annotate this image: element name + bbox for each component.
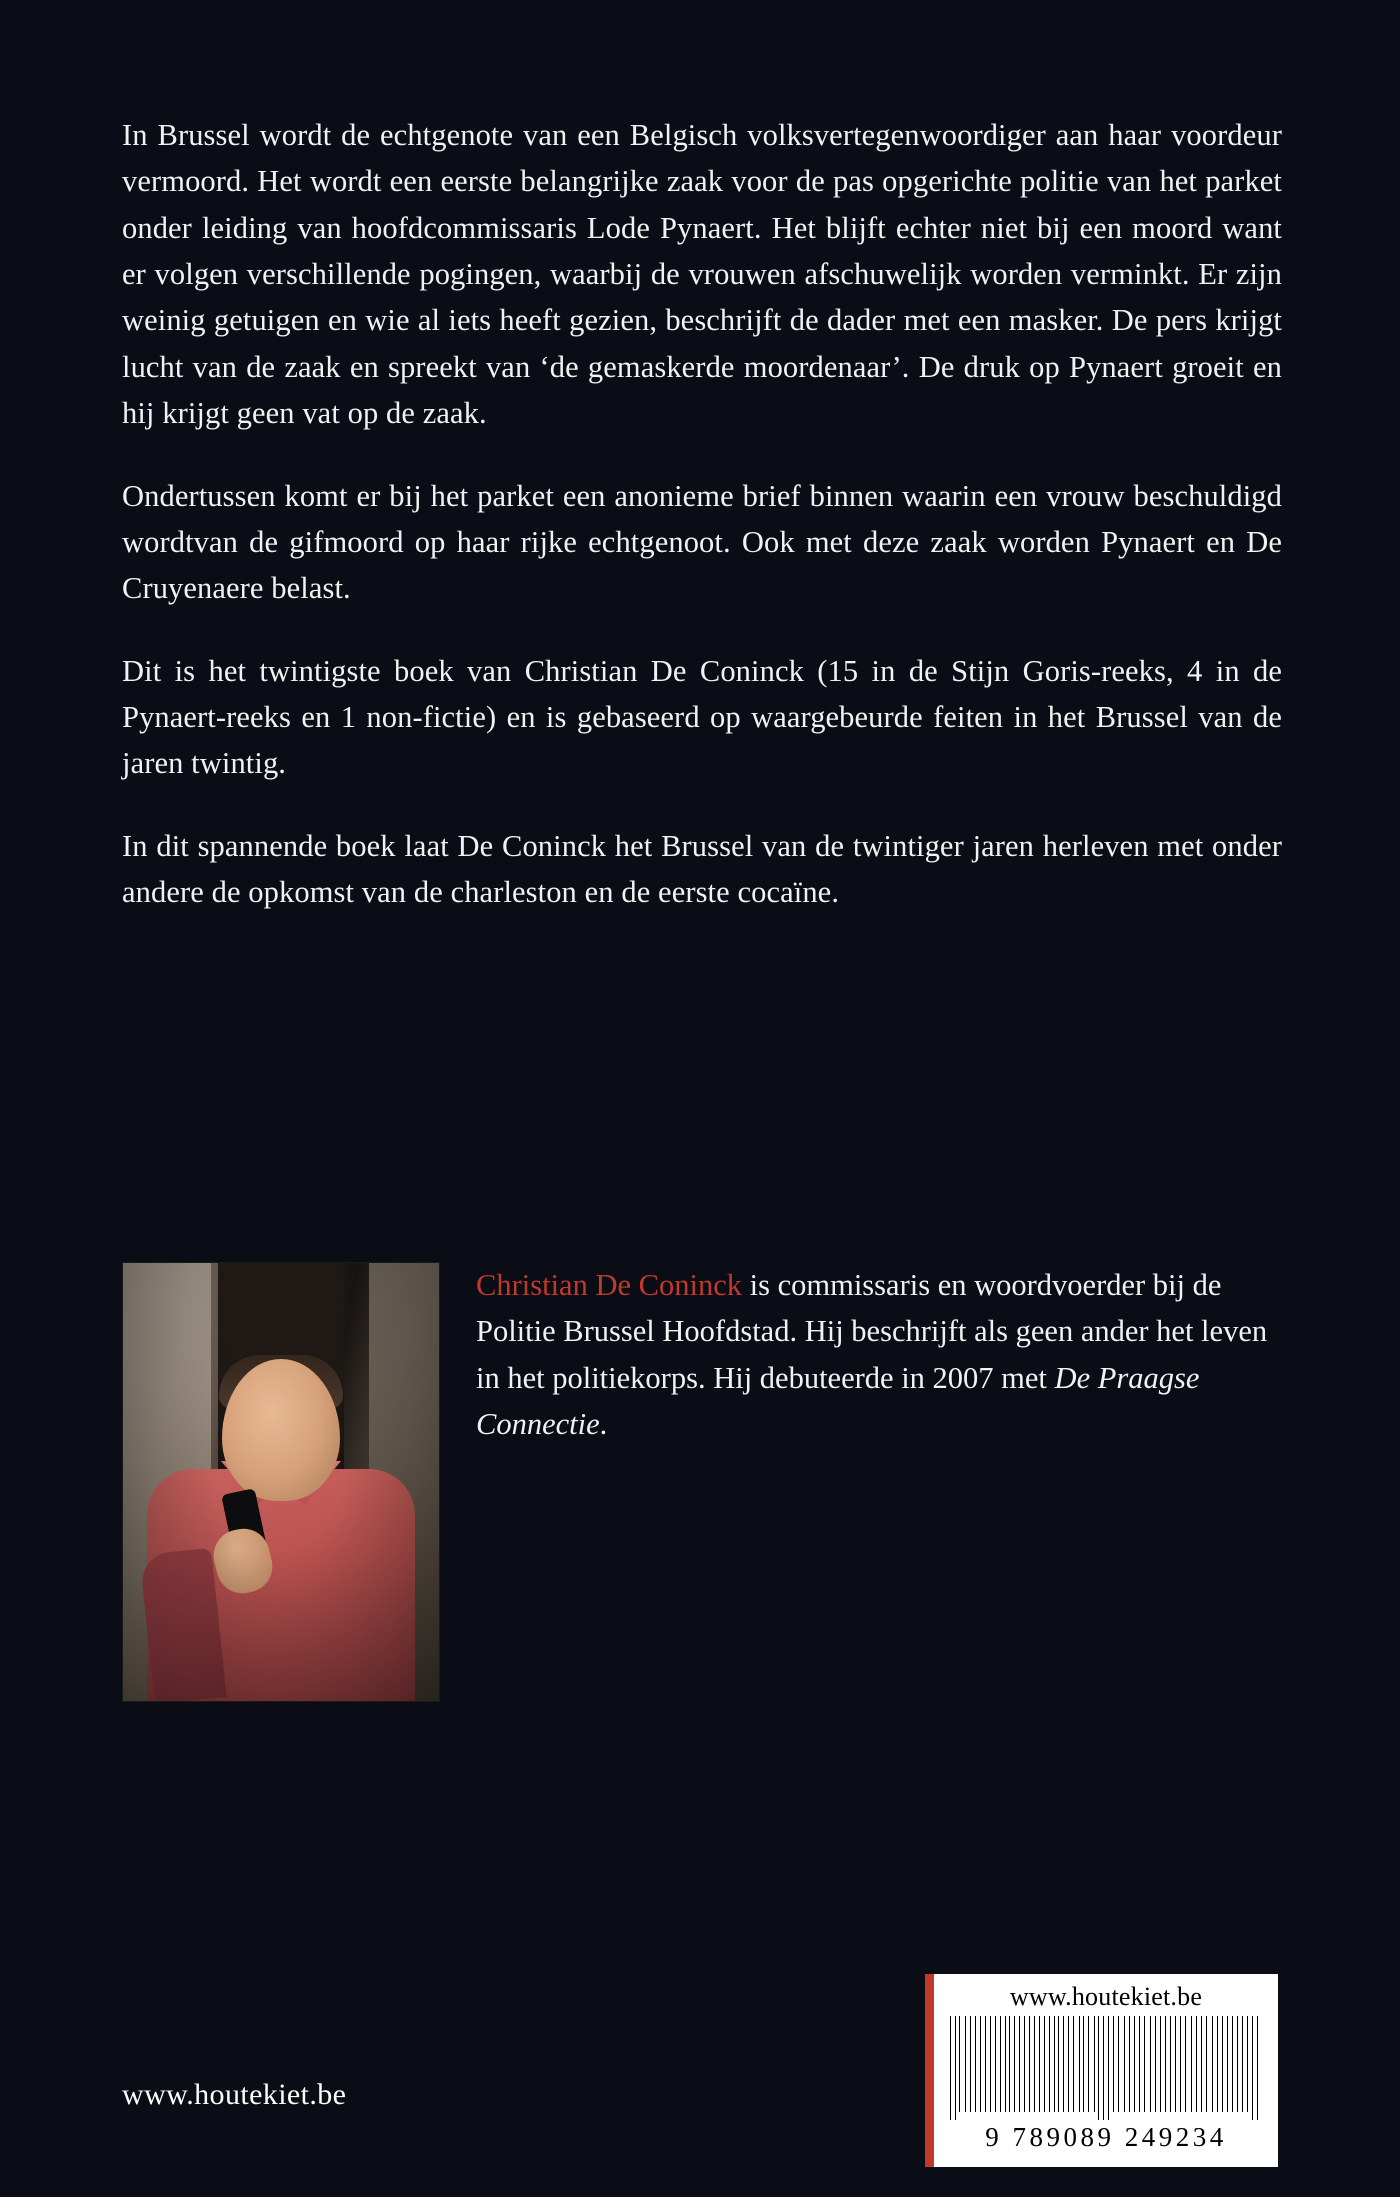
blurb-paragraph-3: Dit is het twintigste boek van Christian De Coninck (15 in de Stijn Goris-reeks, 4 in de Pynaert-reeks en 1 non-fictie) en is gebaseerd op waargebeurde feiten in het Brussel van de jaren twintig. bbox=[122, 653, 1282, 781]
author-portrait-photo bbox=[122, 1262, 440, 1702]
blurb-paragraph-1: In Brussel wordt de echtgenote van een Belgisch volksvertegenwoordiger aan haar voordeur vermoord. Het wordt een eerste belangrijke zaak voor de pas opgerichte politie van het parket onder leiding van hoofdcommissaris Lode Pynaert. Het blijft echter niet bij een moord want er volgen verschillende pogingen, waarbij de vrouwen afschuwelijk worden verminkt. Er zijn weinig getuigen en wie al iets heeft gezien, beschrijft de dader met een masker. De pers krijgt lucht van de zaak en spreekt van ‘de gemaskerde moordenaar’. De druk op Pynaert groeit en hij krijgt geen vat op de zaak. bbox=[122, 118, 1282, 431]
author-bio-part-1: is commissaris en woordvoerder bij de Politie Brussel Hoofdstad. Hij beschrijft als geen ander het leven in het politiekorps. Hij debuteerde in 2007 met bbox=[476, 1268, 1268, 1395]
barcode-website-label: www.houtekiet.be bbox=[1009, 1982, 1203, 2011]
debut-book-title: De Praagse Connectie bbox=[476, 1360, 1200, 1442]
blurb-paragraph-2: Ondertussen komt er bij het parket een anonieme brief binnen waarin een vrouw beschuldigd wordtvan de gifmoord op haar rijke echtgenoot. Ook met deze zaak worden Pynaert en De Cruyenaere belast. bbox=[122, 478, 1282, 606]
barcode-digits: 9 789089 249234 bbox=[985, 2122, 1227, 2152]
blurb-paragraph-4: In dit spannende boek laat De Coninck het Brussel van de twintiger jaren herleven met onder andere de opkomst van de charleston en de eerste cocaïne. bbox=[122, 828, 1282, 910]
publisher-website[interactable]: www.houtekiet.be bbox=[122, 2078, 347, 2111]
barcode-bars bbox=[944, 2016, 1268, 2120]
barcode-block bbox=[925, 1974, 1278, 2167]
author-block bbox=[122, 1262, 1282, 1702]
author-bio-part-2: . bbox=[599, 1407, 608, 1442]
author-bio-text bbox=[476, 1262, 1282, 1447]
photo-vignette bbox=[123, 1263, 439, 1701]
blurb-container bbox=[122, 112, 1282, 915]
author-name: Christian De Coninck bbox=[476, 1268, 742, 1302]
